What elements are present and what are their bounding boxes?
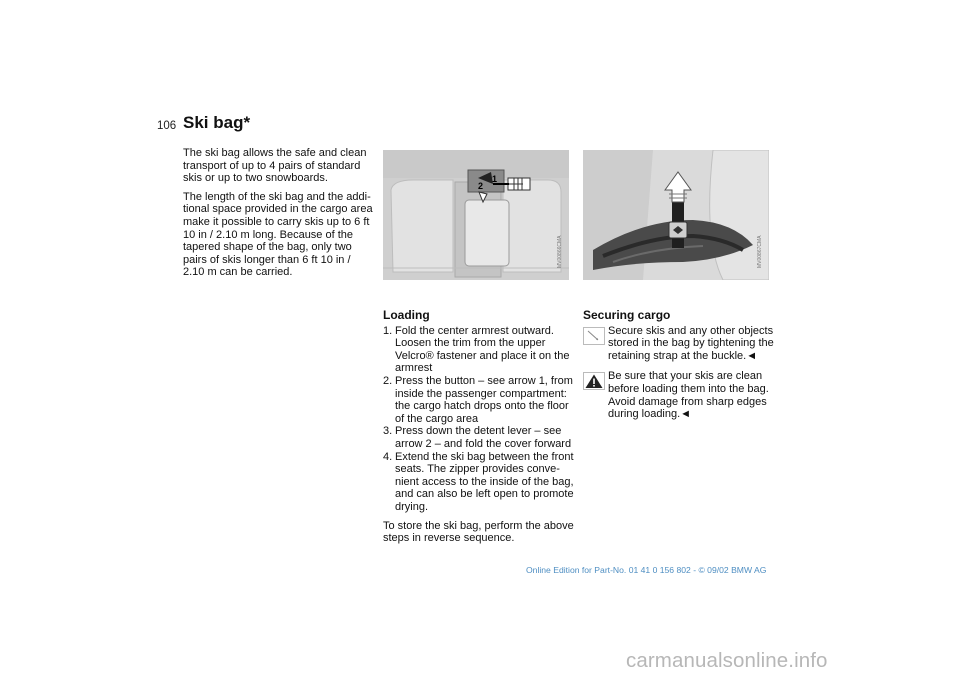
intro-section [183,147,373,285]
step-number: 4. [383,450,393,463]
loading-step [383,375,575,425]
figure-code: MV00867CMA [757,235,763,268]
page-title: Ski bag* [183,113,251,132]
note-icon [583,327,605,345]
loading-step [383,425,575,450]
step-text: Extend the ski bag between the front seats. The zipper provides conve-nient access to the inside of the bag, and can also be left open to promote drying. [395,450,574,513]
note-block [583,325,775,363]
warning-icon [583,372,605,390]
intro-paragraph: The length of the ski bag and the addi-tional space provided in the cargo area make it possible to carry skis up to 6 ft 10 in / 2.10 m long. Because of the tapered shape of the bag, only two pairs of skis longer than 6 ft 10 in / 2.10 m can be carried. [183,190,373,279]
page-number: 106 [157,120,177,132]
loading-reverse-note: To store the ski bag, perform the above steps in reverse sequence. [383,519,574,545]
securing-heading: Securing cargo [583,308,671,322]
step-number: 1. [383,324,393,337]
figure-code: MV00866CMA [557,235,563,268]
arrow-2-label: 2 [478,181,484,191]
watermark: carmanualsonline.info [626,649,828,672]
loading-section [383,309,575,545]
step-text: Press the button – see arrow 1, from inside the passenger compartment: the cargo hatch drops onto the floor of the cargo area [395,374,573,425]
arrow-1-label: 1 [492,174,498,184]
loading-step [383,451,575,514]
armrest-illustration [383,150,569,280]
step-text: Press down the detent lever – see arrow 2 – and fold the cover forward [395,425,572,450]
edition-footer: Online Edition for Part-No. 01 41 0 156 802 - © 09/02 BMW AG [526,565,767,575]
cargo-securing-drawing [583,150,769,280]
warning-block [583,370,775,420]
loading-heading: Loading [383,308,430,322]
cargo-securing-illustration [583,150,769,280]
warning-text: Be sure that your skis are clean before loading them into the bag. Avoid damage from sharp edges during loading.◄ [608,370,769,421]
armrest-drawing [383,150,569,280]
loading-step [383,325,575,375]
securing-section [583,309,775,429]
note-text: Secure skis and any other objects stored in the bag by tightening the retaining strap at the buckle.◄ [608,324,774,362]
step-number: 3. [383,425,393,438]
intro-paragraph: The ski bag allows the safe and clean transport of up to 4 pairs of standard skis or up to two snowboards. [183,147,367,185]
step-number: 2. [383,374,393,387]
step-text: Fold the center armrest outward. Loosen the trim from the upper Velcro® fastener and place it on the armrest [395,324,570,375]
